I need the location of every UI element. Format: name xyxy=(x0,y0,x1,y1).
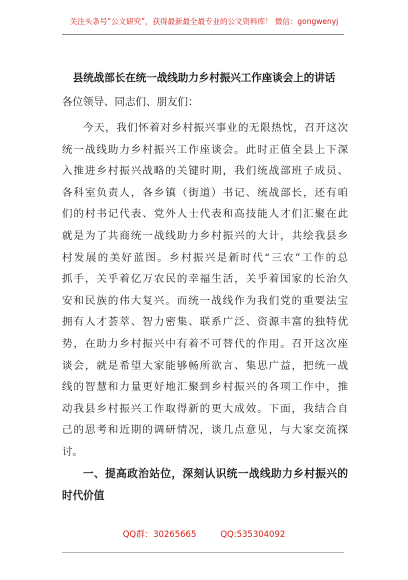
document-title: 县统战部长在统一战线助力乡村振兴工作座谈会上的讲话 xyxy=(72,72,336,84)
paragraph-line: 己的思考和近期的调研情况，谈几点意见，与大家交流探 xyxy=(62,424,348,437)
paragraph-line: 线的智慧和力量更好地汇聚到乡村振兴的各项工作中，推 xyxy=(62,381,348,394)
paragraph-line: 抓手，关乎着亿万农民的幸福生活，关乎着国家的长治久 xyxy=(62,273,348,286)
paragraph-line: 安和民族的伟大复兴。而统一战线作为我们党的重要法宝 xyxy=(62,294,348,307)
paragraph-line: 入推进乡村振兴战略的关键时期，我们统战部班子成员、 xyxy=(62,165,348,178)
section-heading-line: 一、提高政治站位，深刻认识统一战线助力乡村振兴的 xyxy=(83,468,348,480)
footer-divider xyxy=(62,552,344,553)
footer-qq: QQ:535304092 xyxy=(220,530,286,540)
paragraph-line: 谈会，就是希望大家能够畅所欲言、集思广益，把统一战 xyxy=(62,359,348,372)
paragraph-line: 讨。 xyxy=(62,445,83,458)
paragraph-line: 统一战线助力乡村振兴工作座谈会。此时正值全县上下深 xyxy=(62,143,348,156)
footer-qq-group: QQ群：30265665 xyxy=(122,530,197,540)
body-paragraph xyxy=(62,118,348,464)
paragraph-line: 势，在助力乡村振兴中有着不可替代的作用。召开这次座 xyxy=(62,337,348,350)
section-heading xyxy=(62,464,348,507)
paragraph-line: 就是为了共商统一战线助力乡村振兴的大计，共绘我县乡 xyxy=(62,229,348,242)
header-banner: 关注头条号“公文研究”，获得最新最全最专业的公文资料库！ 微信：gongwenyj xyxy=(69,17,339,26)
section-heading-line: 时代价值 xyxy=(62,489,105,502)
paragraph-line: 动我县乡村振兴工作取得新的更大成效。下面，我结合自 xyxy=(62,402,348,415)
paragraph-line: 今天，我们怀着对乡村振兴事业的无限热忱，召开这次 xyxy=(83,122,348,134)
paragraph-line: 们的村书记代表、党外人士代表和高技能人才们汇聚在此 xyxy=(62,208,348,221)
header-divider xyxy=(62,34,344,35)
salutation: 各位领导、同志们、朋友们： xyxy=(62,96,199,108)
footer-contact xyxy=(0,528,408,540)
paragraph-line: 各科室负责人，各乡镇（街道）书记、统战部长，还有咱 xyxy=(62,186,348,199)
paragraph-line: 村发展的美好蓝图。乡村振兴是新时代“三农”工作的总 xyxy=(62,251,348,264)
paragraph-line: 拥有人才荟萃、智力密集、联系广泛、资源丰富的独特优 xyxy=(62,316,348,329)
